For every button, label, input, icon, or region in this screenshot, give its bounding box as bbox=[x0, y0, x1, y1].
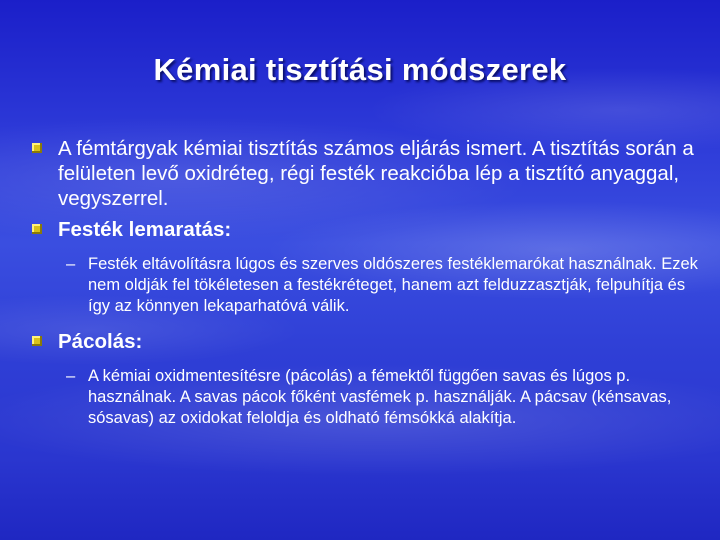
sub-bullet-festek-lemaratas bbox=[66, 254, 702, 317]
sub-bullet-text: Festék eltávolításra lúgos és szerves oldószeres festéklemarókat használnak. Ezek nem oldják fel tökéletesen a festékréteget, hanem azt felduzzasztják, felpuhítja és így az könnyen lekaparhatóvá válik. bbox=[88, 255, 698, 315]
square-bullet-icon bbox=[32, 336, 42, 346]
slide-title: Kémiai tisztítási módszerek bbox=[153, 52, 567, 87]
bullet-item-pacolas bbox=[32, 329, 702, 354]
slide-content bbox=[32, 136, 702, 441]
square-bullet-icon bbox=[32, 224, 42, 234]
sub-bullet-text: A kémiai oxidmentesítésre (pácolás) a fémektől függően savas és lúgos p. használnak. A savas pácok főként vasfémek p. használják. A pácsav (kénsavas, sósavas) az oxidokat feloldja és oldható fémsókká alakítja. bbox=[88, 367, 672, 427]
bullet-text: A fémtárgyak kémiai tisztítás számos eljárás ismert. A tisztítás során a felületen levő oxidréteg, régi festék reakcióba lép a tisztító anyaggal, vegyszerrel. bbox=[58, 137, 694, 210]
dash-bullet-icon: – bbox=[66, 255, 76, 273]
bullet-heading: Festék lemaratás: bbox=[58, 218, 232, 241]
bullet-item-festek-lemaratas bbox=[32, 217, 702, 242]
bullet-item-intro bbox=[32, 136, 702, 211]
dash-bullet-icon: – bbox=[66, 367, 76, 385]
square-bullet-icon bbox=[32, 143, 42, 153]
sub-bullet-pacolas bbox=[66, 366, 702, 429]
bullet-heading: Pácolás: bbox=[58, 330, 143, 353]
